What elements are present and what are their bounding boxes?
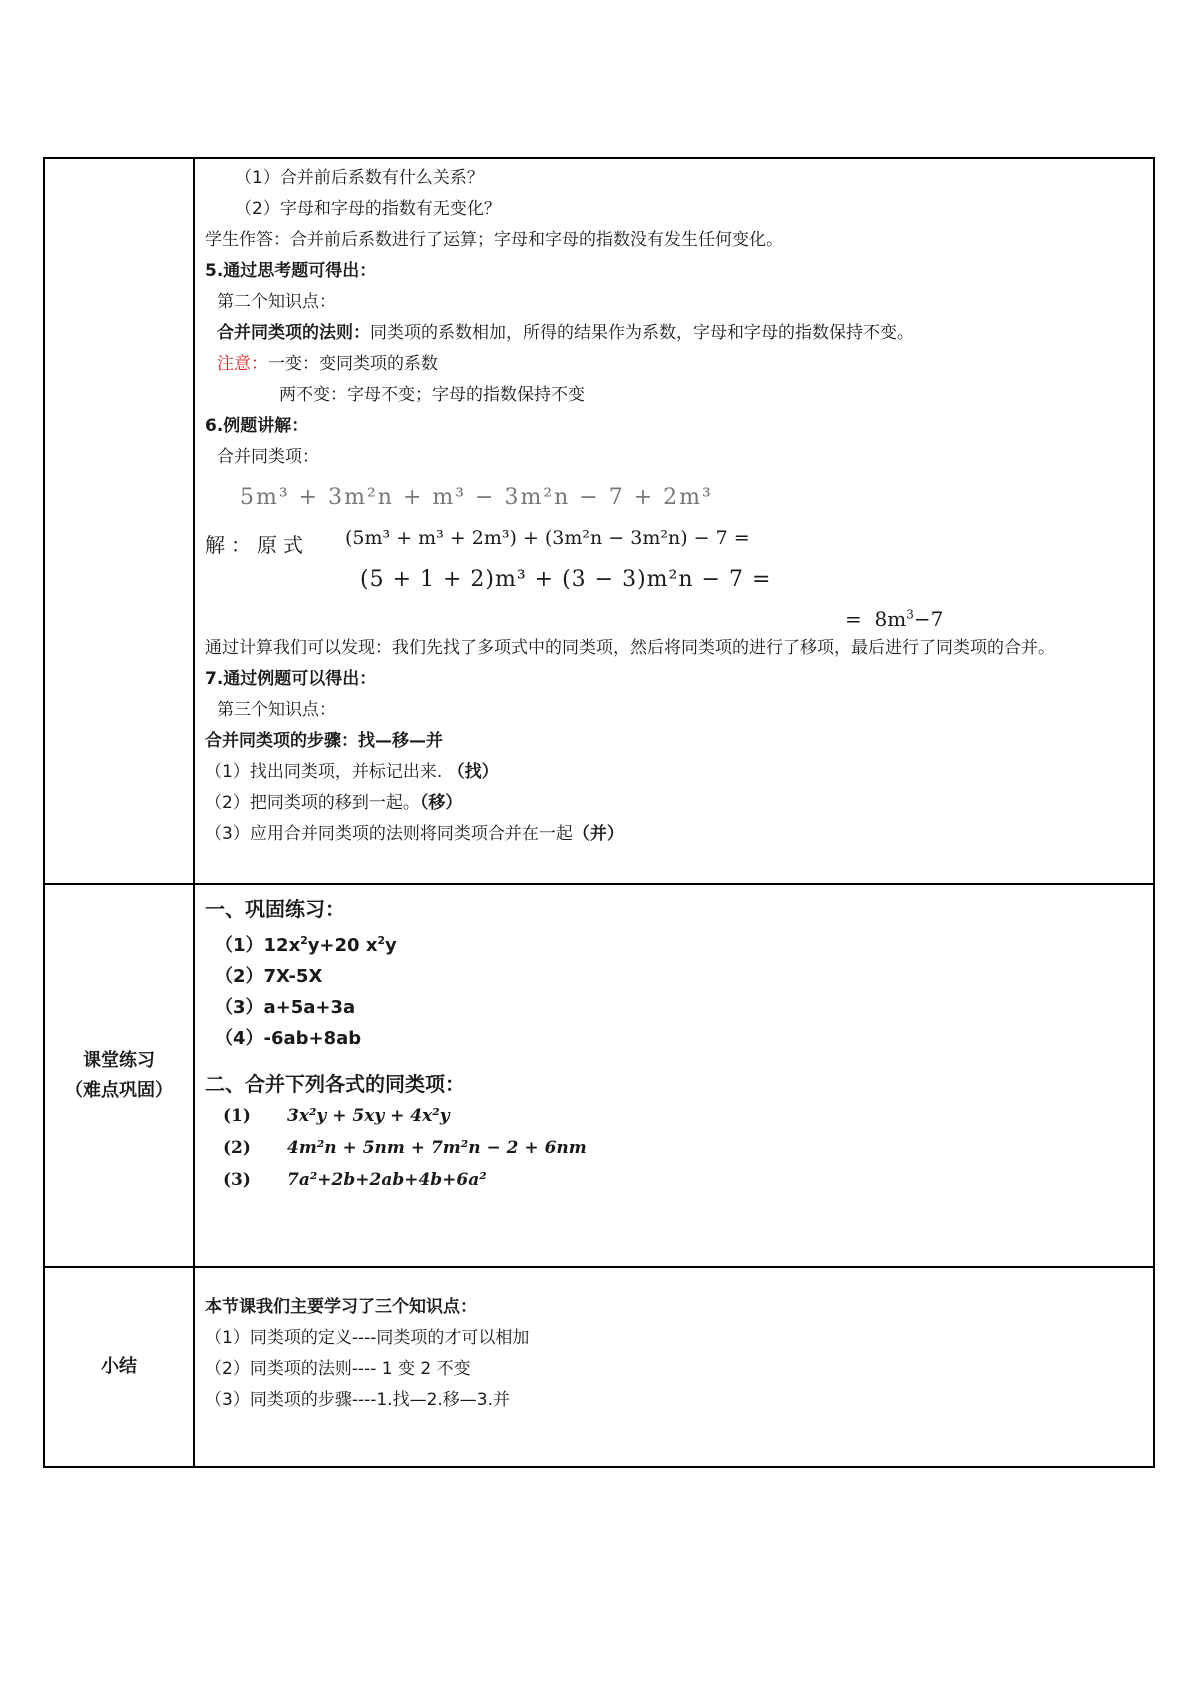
process-row — [44, 158, 1154, 884]
practice-label-cell — [44, 884, 194, 1267]
note-label: 注意： — [217, 354, 268, 374]
solution-result-exp: 3 — [906, 607, 914, 622]
exercise-1 — [205, 925, 1143, 961]
note-1: 一变：变同类项的系数 — [268, 354, 438, 374]
step-1 — [205, 757, 1143, 788]
process-label-cell — [44, 158, 194, 884]
summary-label-cell — [44, 1267, 194, 1467]
step-2-text: （2）把同类项的移到一起。 — [205, 793, 420, 813]
problem-2-number: (2) — [223, 1138, 251, 1158]
knowledge-point-3: 第三个知识点： — [217, 700, 336, 720]
summary-content — [194, 1267, 1154, 1467]
lesson-table — [43, 157, 1155, 1468]
step-3 — [205, 819, 1143, 850]
summary-item-2: （2）同类项的法则---- 1 变 2 不变 — [205, 1359, 471, 1379]
exercise-1-b: y+20 x — [307, 935, 378, 956]
problem-2 — [205, 1132, 1143, 1164]
example-formula: 5m³ + 3m²n + m³ − 3m²n − 7 + 2m³ — [240, 485, 713, 510]
step-3-tag: （并） — [572, 824, 624, 844]
practice-content — [194, 884, 1154, 1267]
problem-3-number: (3) — [223, 1170, 251, 1190]
problem-3 — [205, 1164, 1143, 1196]
merge-label: 合并同类项： — [217, 447, 319, 467]
exercise-1-a: （1）12x — [215, 935, 301, 956]
summary-row — [44, 1267, 1154, 1467]
note-line — [205, 349, 1143, 380]
discovery-text: 通过计算我们可以发现：我们先找了多项式中的同类项，然后将同类项的进行了移项，最后进行了同类项的合并。 — [205, 638, 1055, 658]
summary-intro: 本节课我们主要学习了三个知识点： — [205, 1297, 477, 1317]
solution-result-a: 8m — [874, 607, 907, 631]
problem-2-expression: 4m²n + 5nm + 7m²n − 2 + 6nm — [287, 1138, 587, 1158]
step-1-text: （1）找出同类项，并标记出来. — [205, 762, 443, 782]
exercise-1-c: y — [384, 935, 397, 956]
rule-text: 同类项的系数相加，所得的结果作为系数，字母和字母的指数保持不变。 — [370, 323, 914, 343]
step-3-text: （3）应用合并同类项的法则将同类项合并在一起 — [205, 824, 573, 844]
summary-item-3: （3）同类项的步骤----1.找—2.移—3.并 — [205, 1390, 511, 1410]
summary-label: 小结 — [101, 1356, 137, 1377]
problem-1-expression: 3x²y + 5xy + 4x²y — [287, 1106, 450, 1126]
note-2: 两不变：字母不变；字母的指数保持不变 — [279, 385, 585, 405]
solution-result — [845, 607, 943, 631]
heading-7: 7.通过例题可以得出： — [205, 669, 377, 689]
heading-6: 6.例题讲解： — [205, 416, 309, 436]
step-2 — [205, 788, 1143, 819]
solution-label: 解：原式 — [205, 533, 309, 557]
knowledge-point-2: 第二个知识点： — [217, 292, 336, 312]
problem-3-expression: 7a²+2b+2ab+4b+6a² — [287, 1170, 487, 1190]
exercise-2: （2）7X-5X — [215, 966, 323, 987]
problem-1 — [205, 1100, 1143, 1132]
summary-item-1: （1）同类项的定义----同类项的才可以相加 — [205, 1328, 530, 1348]
exercise-3: （3）a+5a+3a — [215, 997, 356, 1018]
rule-title: 合并同类项的法则： — [217, 323, 370, 343]
solution-line-1: (5m³ + m³ + 2m³) + (3m²n − 3m²n) − 7 = — [345, 527, 750, 549]
step-1-tag: （找） — [447, 762, 499, 782]
steps-title: 合并同类项的步骤：找—移—并 — [205, 731, 443, 751]
heading-5: 5.通过思考题可得出： — [205, 261, 377, 281]
process-content — [194, 158, 1154, 884]
question-2: （2）字母和字母的指数有无变化？ — [235, 199, 501, 219]
rule-line — [205, 318, 1143, 349]
practice-sublabel: （难点巩固） — [65, 1079, 173, 1101]
solution-result-b: −7 — [913, 607, 944, 631]
practice-section-1-title: 一、巩固练习： — [205, 897, 345, 921]
question-1: （1）合并前后系数有什么关系？ — [235, 168, 484, 188]
exercise-1-exp-1: 2 — [300, 934, 308, 947]
step-2-tag: （移） — [419, 793, 463, 813]
practice-row — [44, 884, 1154, 1267]
practice-label: 课堂练习 — [83, 1049, 155, 1071]
example-solution — [205, 523, 1143, 633]
student-answer: 学生作答：合并前后系数进行了运算；字母和字母的指数没有发生任何变化。 — [205, 230, 783, 250]
practice-section-2-title: 二、合并下列各式的同类项： — [205, 1072, 465, 1096]
exercise-1-exp-2: 2 — [377, 934, 385, 947]
solution-line-2: (5 + 1 + 2)m³ + (3 − 3)m²n − 7 = — [360, 567, 772, 592]
solution-eq: = — [845, 607, 862, 631]
problem-1-number: (1) — [223, 1106, 251, 1126]
exercise-4: （4）-6ab+8ab — [215, 1028, 362, 1049]
